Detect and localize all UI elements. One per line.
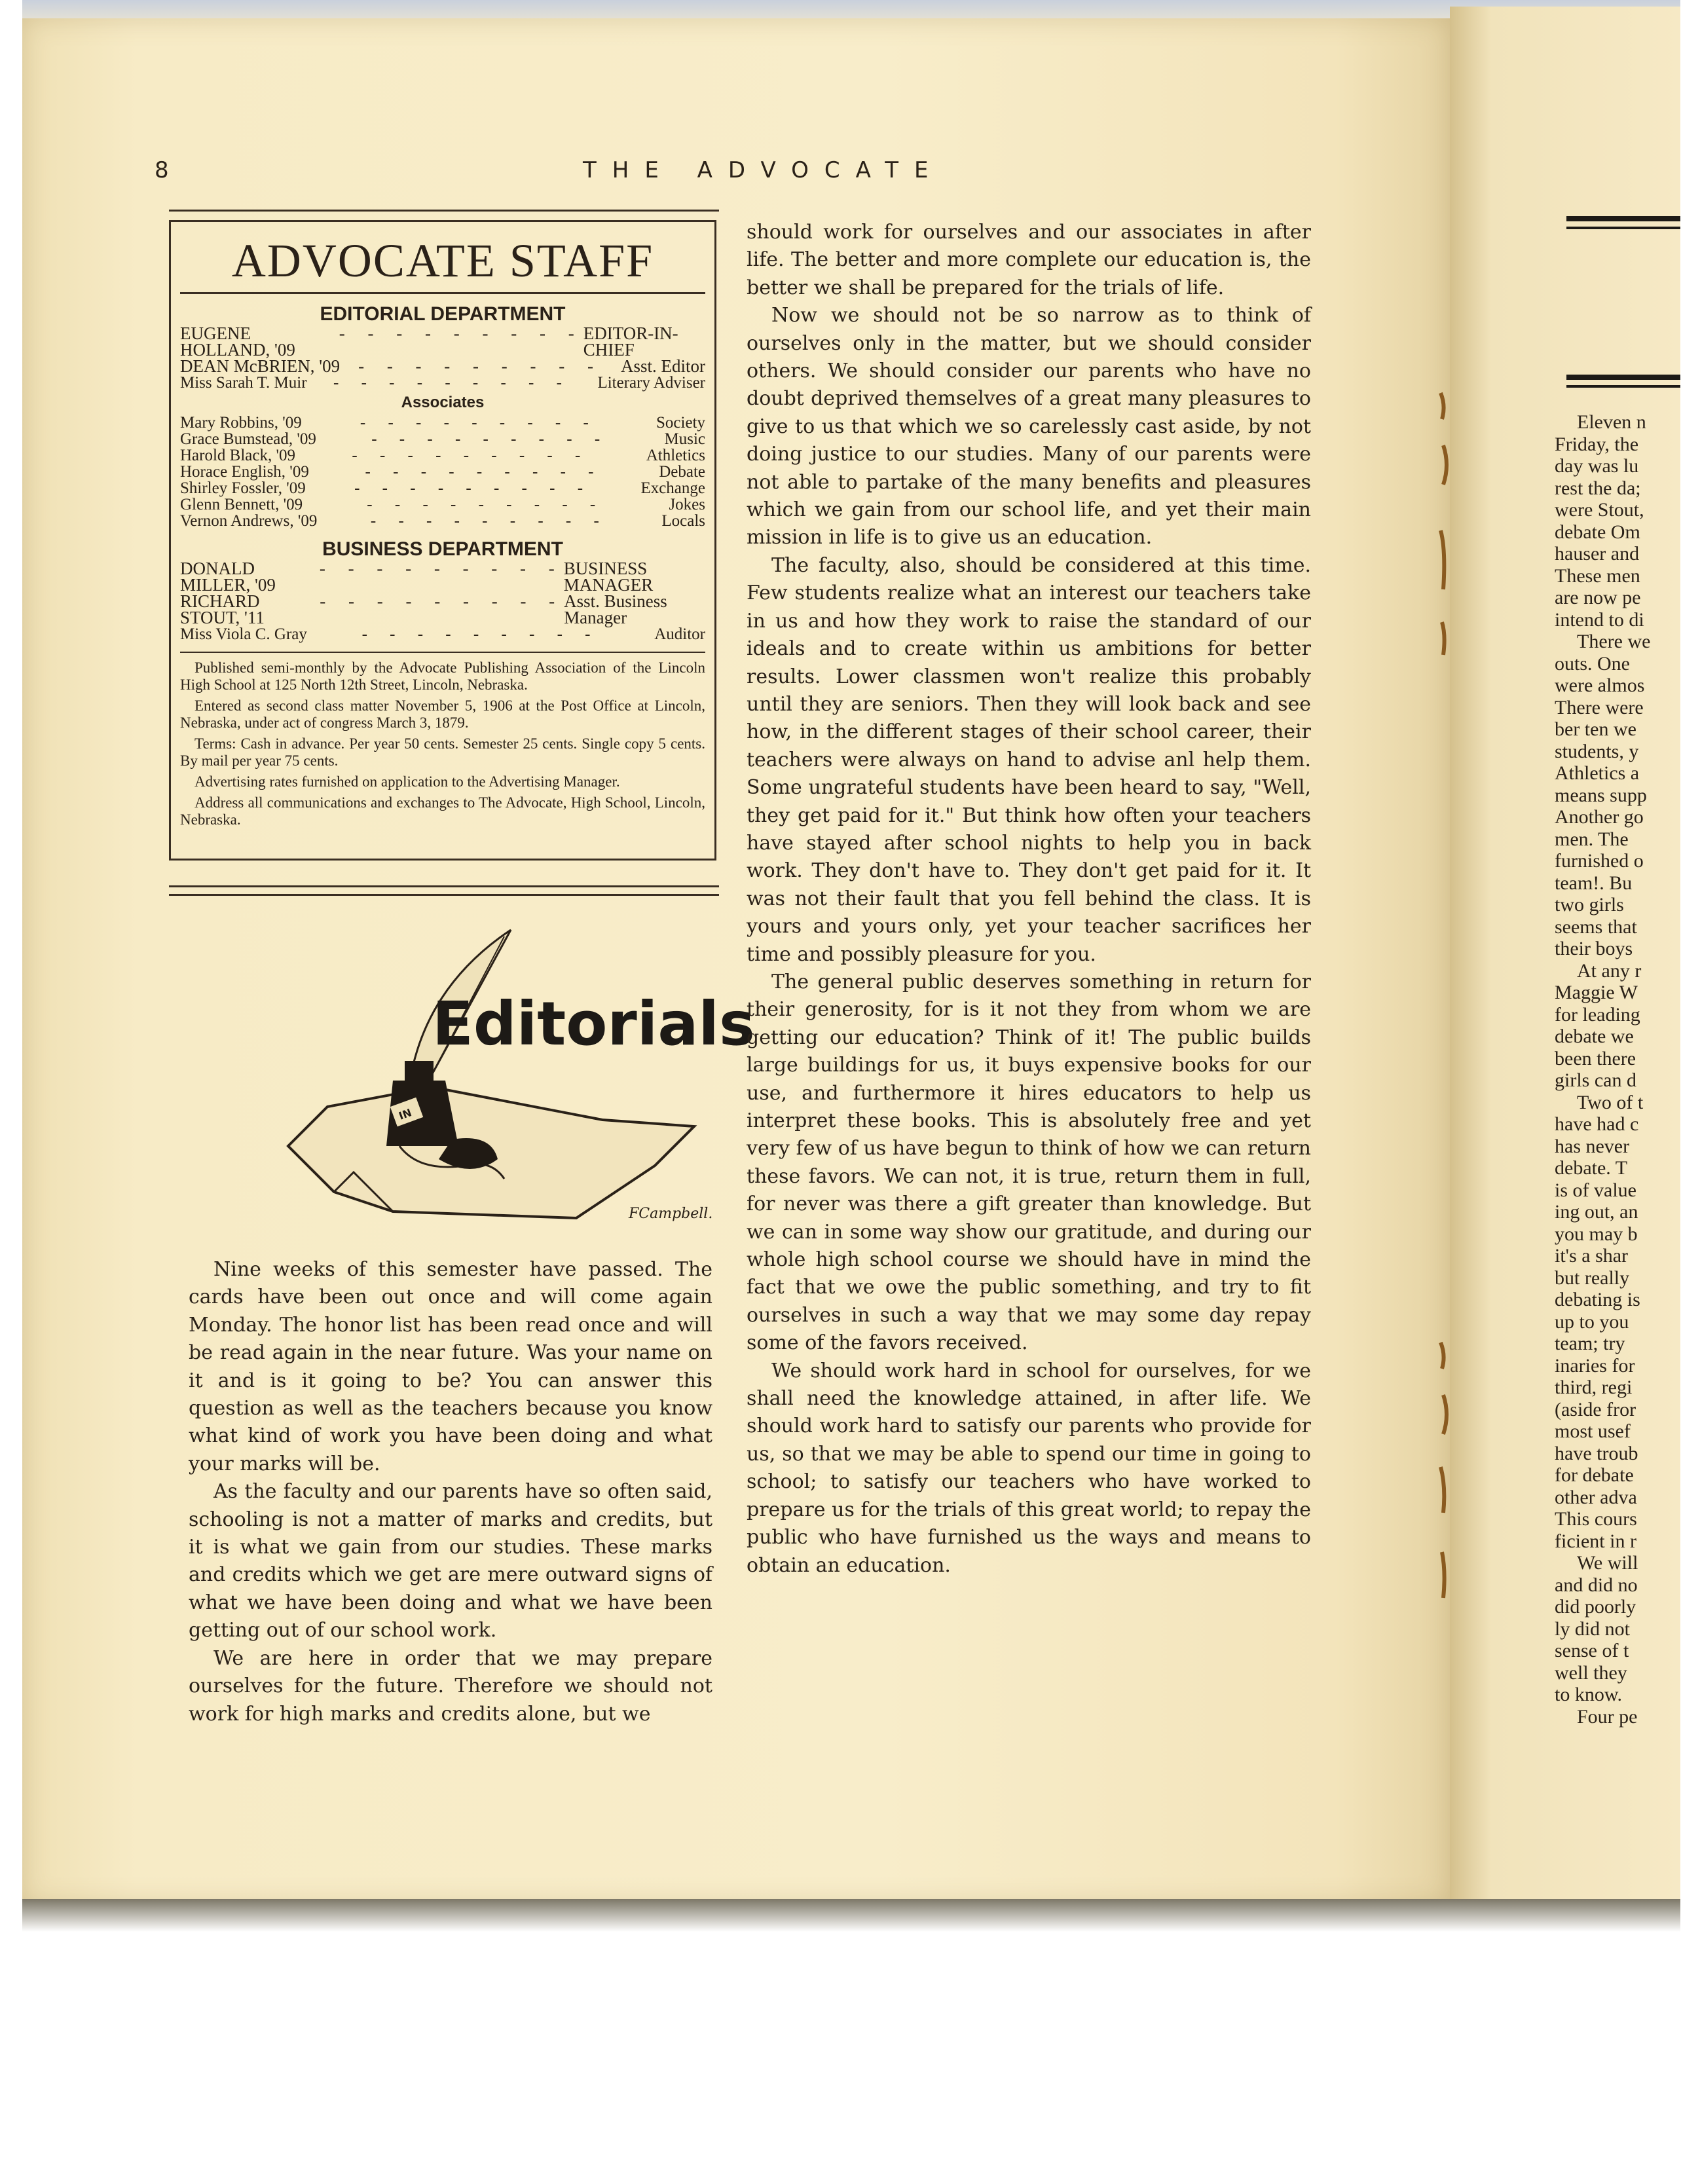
facing-page-line: have troub <box>1555 1442 1638 1464</box>
editorial-left-column <box>189 1256 712 1728</box>
facing-page-line: their boys <box>1555 938 1633 959</box>
facing-rule-1 <box>1566 216 1680 221</box>
staff-name: DONALD MILLER, '09 <box>180 559 276 595</box>
facing-page-line: up to you <box>1555 1310 1629 1333</box>
paragraph: The faculty, also, should be considered at this time. Few students realize what an interest our teachers take in us and how they work to raise the standard of our ideals and to create within us ambitions for better results. Lower classmen won't realize this probably until they are seniors. Then they will look back and see how, in the different stages of their school career, their teachers were always on hand to advise anl help them. Some ungrateful students have been heard to say, "Well, they get paid for it." But think how often your teachers have stayed after school nights to help you in back work. They don't have to. They don't get paid for it. It was not their fault that you fell behind the class. It is yours and yours only, yet your teacher sacrifices her time and possibly pleasure for you. <box>747 553 1311 966</box>
staff-name: EUGENE HOLLAND, '09 <box>180 324 295 360</box>
paragraph: As the faculty and our parents have so often said, schooling is not a matter of marks and credits, but it is what we gain from our studies. These marks and credits which we get are mere outward signs of what we have been doing and what we have been getting out of our school work. <box>189 1480 712 1642</box>
publication-note: Advertising rates furnished on application to the Advertising Manager. <box>194 773 620 790</box>
facing-page-line: Friday, the <box>1555 433 1639 455</box>
binding-staple-top-icon <box>1434 386 1451 661</box>
staff-row <box>180 431 705 447</box>
leader-dashes: - - - - - - - - - <box>358 356 602 376</box>
facing-page-line: ly did not <box>1555 1618 1631 1640</box>
leader-dashes: - - - - - - - - - <box>371 430 610 448</box>
staff-role: Athletics <box>646 447 705 464</box>
facing-page-line: and did no <box>1555 1574 1638 1596</box>
leader-dashes: - - - - - - - - - <box>320 591 564 611</box>
staff-row <box>180 561 705 593</box>
paragraph: Now we should not be so narrow as to think of ourselves only in the matter, but we should consider others. We should consider our parents who have no doubt deprived themselves of a great many pleasures to give to us that which we so carelessly cast aside, by not doing justice to our studies. Many of our parents were not able to partake of the many benefits and pleasures which we gain from our school life, and yet their main mission in life is to give us an education. <box>747 304 1311 549</box>
staff-row <box>180 358 705 375</box>
staff-role: Debate <box>659 463 705 481</box>
facing-page-line: Another go <box>1555 806 1644 828</box>
section-double-rule <box>169 885 719 896</box>
facing-page-line: hauser and <box>1555 543 1640 565</box>
binding-staple-bottom-icon <box>1434 1336 1451 1611</box>
facing-page-line: debating is <box>1555 1289 1640 1310</box>
facing-page-line: At any r <box>1577 959 1642 982</box>
staff-role: Locals <box>661 512 705 530</box>
staff-row <box>180 626 705 642</box>
facing-page-text <box>1555 411 1680 1728</box>
ink-label: IN <box>397 1106 414 1122</box>
facing-page-line: to know. <box>1555 1684 1623 1705</box>
staff-name: Mary Robbins, '09 <box>180 414 302 432</box>
associates-heading: Associates <box>401 394 485 411</box>
leader-dashes: - - - - - - - - - <box>361 625 600 643</box>
staff-role: EDITOR-IN-CHIEF <box>583 324 678 360</box>
artist-signature: FCampbell. <box>629 1206 713 1222</box>
facing-page-line: This cours <box>1555 1508 1637 1530</box>
staff-row <box>180 513 705 529</box>
facing-page-line: most usef <box>1555 1420 1631 1442</box>
facing-page-line: it's a shar <box>1555 1245 1629 1267</box>
facing-page-line: (aside fror <box>1555 1398 1636 1420</box>
facing-page-line: ing out, an <box>1555 1201 1638 1223</box>
staff-name: Harold Black, '09 <box>180 447 295 464</box>
facing-page-line: debate Om <box>1555 521 1640 543</box>
staff-role: Literary Adviser <box>597 374 705 392</box>
facing-page-line: ber ten we <box>1555 718 1636 740</box>
paragraph: Nine weeks of this semester have passed. The cards have been out once and will come again Monday. The honor list has been read once and will be read again in the near future. Was your name on it and is it going to be? You can answer this question as well as the teachers because you know what kind of work you have been doing and what your marks will be. <box>189 1258 712 1475</box>
staff-name: Vernon Andrews, '09 <box>180 512 318 530</box>
leader-dashes: - - - - - - - - - <box>367 496 605 513</box>
staff-role: Jokes <box>669 496 705 513</box>
publication-note: Terms: Cash in advance. Per year 50 cents. Semester 25 cents. Single copy 5 cents. By mail per year 75 cents. <box>180 735 705 769</box>
facing-page-line: well they <box>1555 1661 1627 1684</box>
facing-page-line: were almos <box>1555 675 1645 696</box>
header-rule <box>169 210 719 212</box>
facing-page-line: for debate <box>1555 1464 1634 1486</box>
facing-page-line: Two of t <box>1577 1091 1644 1113</box>
running-title: THE ADVOCATE <box>583 157 944 183</box>
facing-page-line: but really <box>1555 1267 1630 1289</box>
publication-note: Address all communications and exchanges to The Advocate, High School, Lincoln, Nebraska. <box>180 794 705 828</box>
facing-rule-2 <box>1566 227 1680 229</box>
staff-name: Miss Sarah T. Muir <box>180 374 307 392</box>
staff-name: DEAN McBRIEN, '09 <box>180 356 341 376</box>
facing-page-line: ficient in r <box>1555 1530 1636 1552</box>
facing-page-line: you may b <box>1555 1223 1638 1245</box>
facing-page-line: furnished o <box>1555 850 1644 872</box>
staff-row <box>180 375 705 391</box>
staff-role: BUSINESS MANAGER <box>563 559 654 595</box>
leader-dashes: - - - - - - - - - <box>333 374 571 392</box>
facing-page-line: outs. One <box>1555 652 1630 675</box>
staff-name: Grace Bumstead, '09 <box>180 430 316 448</box>
facing-page-line: students, y <box>1555 740 1639 762</box>
paragraph: The general public deserves something in return for their generosity, for is it not they from whom we are getting our education? Think of it! The public builds large buildings for us, it buys expensive books for our use, and furthermore it hires educators to help us interpret these books. This is absolutely free and yet very few of us have begun to think of how we can return these favors. We can not, it is true, return them in full, for never was there a gift greater than knowledge. But we can in some way show our gratitude, and during our whole high school course we should have in mind the fact that we owe the public something, and try to fit ourselves in such a way that we may some day repay some of the favors received. <box>747 970 1311 1355</box>
editorials-heading: Editorials <box>432 989 755 1059</box>
facing-page-line: third, regi <box>1555 1377 1633 1398</box>
staff-name: RICHARD STOUT, '11 <box>180 591 265 627</box>
staff-divider <box>180 652 705 653</box>
facing-page-line: is of value <box>1555 1179 1636 1201</box>
staff-row <box>180 415 705 431</box>
staff-role: Auditor <box>654 625 705 643</box>
publication-note: Entered as second class matter November 5, 1906 at the Post Office at Lincoln, Nebraska, under act of congress March 3, 1879. <box>180 697 705 731</box>
facing-page-line: did poorly <box>1555 1596 1636 1618</box>
leader-dashes: - - - - - - - - - <box>352 447 590 464</box>
facing-page-line: for leading <box>1555 1003 1640 1026</box>
business-list <box>180 561 705 642</box>
facing-page-line: These men <box>1555 565 1640 587</box>
staff-row <box>180 593 705 626</box>
facing-page-line: are now pe <box>1555 587 1641 608</box>
facing-page-line: has never <box>1555 1135 1630 1157</box>
facing-page-line: men. The <box>1555 828 1629 850</box>
paragraph: should work for ourselves and our associates in after life. The better and more complete our education is, the better we shall be prepared for the trials of life. <box>747 221 1311 299</box>
staff-row <box>180 325 705 358</box>
facing-page-line: Four pe <box>1577 1705 1638 1728</box>
facing-rule-4 <box>1566 385 1680 388</box>
facing-page-line: two girls <box>1555 894 1624 916</box>
facing-page-line: inaries for <box>1555 1354 1635 1377</box>
staff-name: Horace English, '09 <box>180 463 309 481</box>
facing-page-line: Athletics a <box>1555 762 1640 784</box>
leader-dashes: - - - - - - - - - <box>354 479 593 497</box>
scan-bottom-edge <box>22 1899 1680 1932</box>
facing-page-line: been there <box>1555 1047 1636 1069</box>
facing-page-line: team!. Bu <box>1555 872 1633 894</box>
facing-page-line: Maggie W <box>1555 982 1638 1003</box>
paragraph: We should work hard in school for ourselves, for we shall need the knowledge attained, in after life. We should work hard to satisfy our parents who provide for us, so that we may be able to spend our time in going to school; to satisfy our teachers who have worked to prepare us for the trials of this great world; to repay the public who have furnished us the ways and means to obtain an education. <box>747 1359 1311 1577</box>
staff-role: Music <box>664 430 705 448</box>
business-department-heading: BUSINESS DEPARTMENT <box>322 538 563 560</box>
advocate-staff-box <box>169 220 716 861</box>
page-number: 8 <box>155 157 169 183</box>
paragraph: We are here in order that we may prepare ourselves for the future. Therefore we should not work for high marks and credits alone, but we <box>189 1646 712 1726</box>
facing-rule-3 <box>1566 375 1680 380</box>
leader-dashes: - - - - - - - - - <box>370 512 608 530</box>
facing-page-line: rest the da; <box>1555 477 1641 499</box>
staff-name: Glenn Bennett, '09 <box>180 496 303 513</box>
editorial-right-column <box>747 219 1311 1580</box>
facing-page-line: intend to di <box>1555 608 1644 631</box>
facing-page-line: other adva <box>1555 1486 1637 1508</box>
staff-name: Shirley Fossler, '09 <box>180 479 306 497</box>
facing-page-line: debate we <box>1555 1026 1634 1047</box>
facing-page-line: We will <box>1577 1552 1638 1574</box>
publication-note: Published semi-monthly by the Advocate Publishing Association of the Lincoln High School at 125 North 12th Street, Lincoln, Nebraska. <box>180 659 705 693</box>
leader-dashes: - - - - - - - - - <box>319 559 564 578</box>
staff-row <box>180 447 705 464</box>
leader-dashes: - - - - - - - - - <box>339 324 583 343</box>
editorial-list <box>180 325 705 391</box>
staff-title: ADVOCATE STAFF <box>180 234 705 294</box>
staff-row <box>180 496 705 513</box>
editorials-illustration <box>236 930 755 1244</box>
facing-page-line: seems that <box>1555 916 1637 938</box>
facing-page-line: There we <box>1577 631 1651 652</box>
associates-list <box>180 415 705 529</box>
staff-role: Society <box>656 414 705 432</box>
facing-page-line: Eleven n <box>1577 411 1646 433</box>
staff-name: Miss Viola C. Gray <box>180 625 307 643</box>
staff-row <box>180 464 705 480</box>
leader-dashes: - - - - - - - - - <box>360 414 598 432</box>
facing-page-line: girls can d <box>1555 1069 1636 1091</box>
staff-row <box>180 480 705 496</box>
editorial-department-heading: EDITORIAL DEPARTMENT <box>320 303 566 325</box>
staff-role: Exchange <box>640 479 705 497</box>
facing-page-line: means supp <box>1555 784 1647 806</box>
staff-role: Asst. Business Manager <box>564 591 667 627</box>
facing-page-line: team; try <box>1555 1333 1625 1354</box>
facing-page-line: sense of t <box>1555 1640 1629 1661</box>
facing-page-line: day was lu <box>1555 455 1639 477</box>
facing-page-line: have had c <box>1555 1113 1639 1135</box>
leader-dashes: - - - - - - - - - <box>365 463 603 481</box>
staff-role: Asst. Editor <box>620 356 705 376</box>
facing-page-line: were Stout, <box>1555 499 1644 521</box>
facing-page-line: debate. T <box>1555 1157 1628 1179</box>
facing-page-line: There were <box>1555 696 1644 718</box>
publication-notes <box>180 659 705 828</box>
